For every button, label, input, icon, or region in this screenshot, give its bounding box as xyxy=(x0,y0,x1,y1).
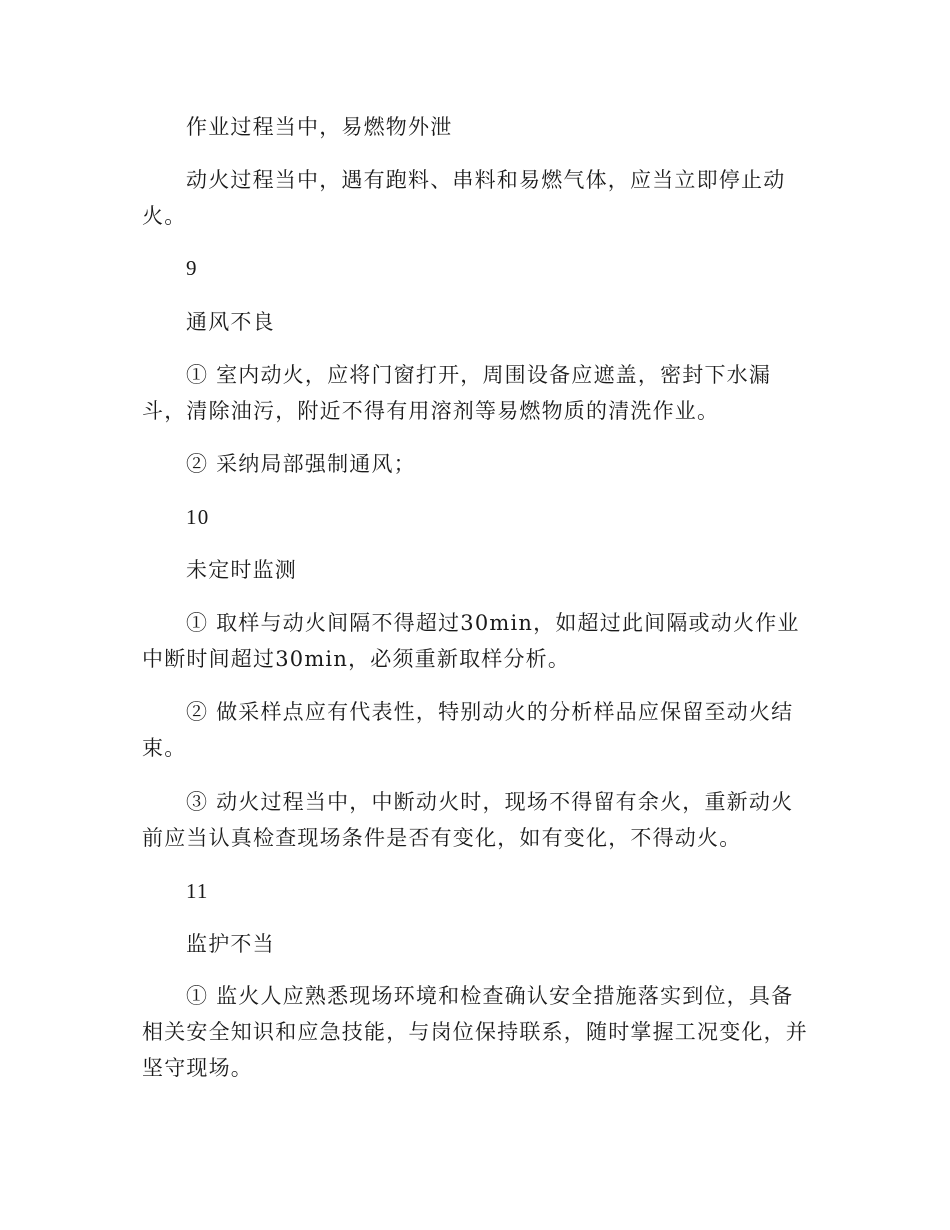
paragraph-forced-ventilation: ② 采纳局部强制通风； xyxy=(186,452,416,476)
paragraph-indoor-hot-work: ① 室内动火，应将门窗打开，周围设备应遮盖，密封下水漏斗，清除油污，附近不得有用溶剂等易燃物质的清洗作业。 xyxy=(142,363,772,423)
section-title-untimed-monitoring: 未定时监测 xyxy=(186,558,297,582)
paragraph-fire-watcher: ① 监火人应熟悉现场环境和检查确认安全措施落实到位，具备相关安全知识和应急技能，与岗位保持联系，随时掌握工况变化，并坚守现场。 xyxy=(142,984,808,1080)
section-number-9: 9 xyxy=(186,256,198,280)
section-number-10: 10 xyxy=(186,505,210,529)
paragraph-sampling-interval: ① 取样与动火间隔不得超过30min，如超过此间隔或动火作业中断时间超过30min，必须重新取样分析。 xyxy=(142,611,800,671)
paragraph-stop-hot-work: 动火过程当中，遇有跑料、串料和易燃气体，应当立即停止动火。 xyxy=(142,168,786,228)
section-title-improper-supervision: 监护不当 xyxy=(186,932,275,956)
paragraph-sampling-point: ② 做采样点应有代表性，特别动火的分析样品应保留至动火结束。 xyxy=(142,700,794,760)
paragraph-interrupted-hot-work: ③ 动火过程当中，中断动火时，现场不得留有余火，重新动火前应当认真检查现场条件是否有变化，如有变化，不得动火。 xyxy=(142,790,794,850)
section-title-poor-ventilation: 通风不良 xyxy=(186,310,275,334)
paragraph-hazard-leak: 作业过程当中，易燃物外泄 xyxy=(186,115,453,139)
section-number-11: 11 xyxy=(186,879,209,903)
